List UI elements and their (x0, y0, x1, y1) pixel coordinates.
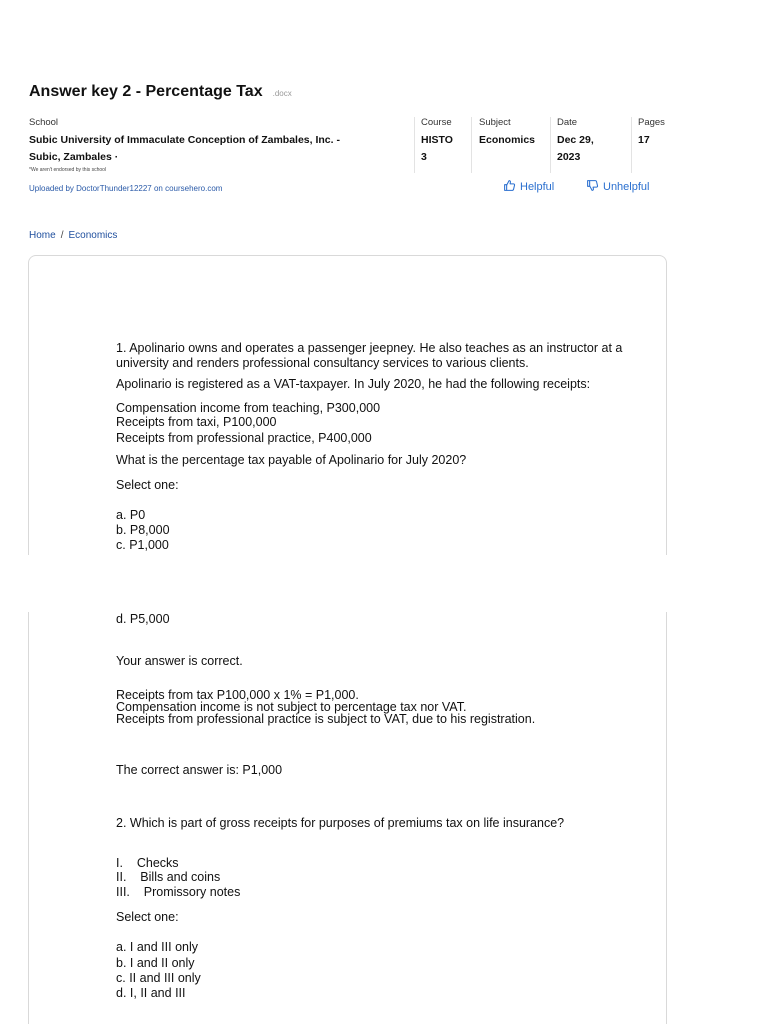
q1-text-line3: Apolinario is registered as a VAT-taxpayer. In July 2020, he had the following receipts: (116, 377, 591, 391)
q1-text-line1: 1. Apolinario owns and operates a passenger jeepney. He also teaches as an instructor at a (116, 341, 623, 355)
breadcrumb (29, 230, 117, 241)
school-value-line1[interactable]: Subic University of Immaculate Conception of Zambales, Inc. - (29, 134, 340, 146)
q1-receipt-1: Compensation income from teaching, P300,000 (116, 401, 381, 415)
q1-feedback: Your answer is correct. (116, 654, 243, 668)
subject-info (479, 117, 535, 149)
q1-question: What is the percentage tax payable of Apolinario for July 2020? (116, 453, 467, 467)
thumbs-up-icon (503, 179, 516, 195)
pages-value: 17 (638, 134, 650, 146)
breadcrumb-separator: / (60, 230, 64, 241)
q1-option-c: c. P1,000 (116, 538, 169, 552)
school-value-line2[interactable]: Subic, Zambales · (29, 151, 119, 163)
school-label: School (29, 117, 59, 128)
course-value-line2[interactable]: 3 (421, 151, 427, 163)
date-info (557, 117, 594, 166)
title-row (29, 83, 292, 101)
meta-divider (414, 117, 415, 173)
school-disclaimer: *We aren't endorsed by this school (29, 167, 107, 173)
q1-receipt-3: Receipts from professional practice, P400,000 (116, 431, 372, 445)
meta-divider (471, 117, 472, 173)
unhelpful-label: Unhelpful (603, 181, 650, 193)
q2-option-c: c. II and III only (116, 971, 201, 985)
q1-select-one: Select one: (116, 478, 179, 492)
meta-divider (631, 117, 632, 173)
subject-value[interactable]: Economics (479, 134, 536, 146)
q1-option-a: a. P0 (116, 508, 146, 522)
q1-explanation-1: Receipts from tax P100,000 x 1% = P1,000. (116, 688, 359, 702)
file-extension: .docx (272, 89, 292, 98)
course-value-line1[interactable]: HISTO (421, 134, 453, 146)
subject-label: Subject (479, 117, 511, 128)
course-label: Course (421, 117, 452, 128)
unhelpful-button[interactable] (586, 179, 649, 195)
q2-option-d: d. I, II and III (116, 986, 186, 1000)
date-label: Date (557, 117, 578, 128)
school-info (29, 117, 340, 173)
q2-option-a: a. I and III only (116, 940, 198, 954)
pages-label: Pages (638, 117, 665, 128)
helpful-label: Helpful (520, 181, 555, 193)
q1-receipt-2: Receipts from taxi, P100,000 (116, 415, 277, 429)
q1-explanation-2: Compensation income is not subject to percentage tax nor VAT. (116, 700, 467, 714)
thumbs-down-icon (586, 179, 599, 195)
course-info (421, 117, 453, 166)
q1-option-b: b. P8,000 (116, 523, 170, 537)
breadcrumb-home[interactable]: Home (29, 230, 56, 241)
pages-info (638, 117, 665, 149)
q1-correct-answer: The correct answer is: P1,000 (116, 763, 283, 777)
q2-option-b: b. I and II only (116, 956, 195, 970)
date-value-line2: 2023 (557, 151, 581, 163)
date-value-line1: Dec 29, (557, 134, 594, 146)
q2-select-one: Select one: (116, 910, 179, 924)
q2-item-3: III. Promissory notes (116, 885, 241, 899)
q2-question: 2. Which is part of gross receipts for purposes of premiums tax on life insurance? (116, 816, 565, 830)
q1-option-d: d. P5,000 (116, 612, 170, 626)
breadcrumb-economics[interactable]: Economics (68, 230, 118, 241)
uploaded-by: Uploaded by DoctorThunder12227 on coursehero.com (29, 184, 223, 193)
q1-explanation-3: Receipts from professional practice is subject to VAT, due to his registration. (116, 712, 536, 726)
document-title: Answer key 2 - Percentage Tax (29, 83, 263, 100)
q2-item-2: II. Bills and coins (116, 870, 221, 884)
q1-text-line2: university and renders professional consultancy services to various clients. (116, 356, 529, 370)
helpful-button[interactable] (503, 179, 554, 195)
q2-item-1: I. Checks (116, 856, 179, 870)
meta-divider (550, 117, 551, 173)
